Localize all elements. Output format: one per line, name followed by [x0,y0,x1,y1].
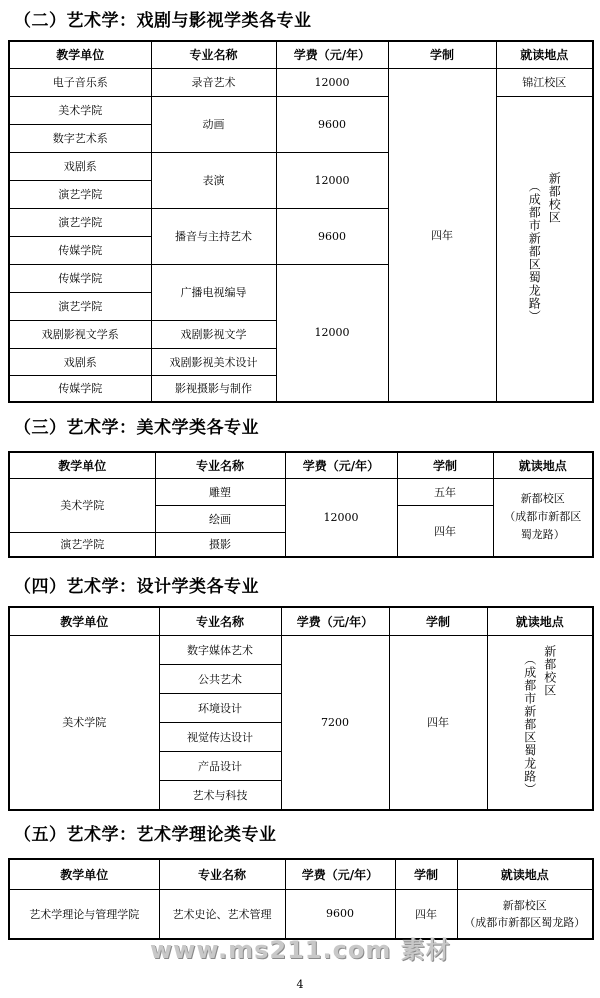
fee-cell: 12000 [285,478,397,557]
major-cell: 雕塑 [155,478,285,505]
section-2-title: （二）艺术学：戏剧与影视学类各专业 [14,11,312,31]
header-unit: 教学单位 [9,607,159,635]
table-design [8,606,594,811]
major-cell: 影视摄影与制作 [151,375,276,402]
header-fee: 学费（元/年） [285,859,395,889]
location-sub-2: 蜀龙路） [520,528,565,542]
unit-cell: 演艺学院 [9,292,151,320]
header-duration: 学制 [397,452,493,478]
location-cell [457,889,593,939]
unit-cell: 美术学院 [9,478,155,532]
major-cell: 播音与主持艺术 [151,208,276,264]
duration-cell: 四年 [395,889,457,939]
major-cell: 摄影 [155,532,285,557]
header-location: 就读地点 [457,859,593,889]
fee-cell: 12000 [276,152,388,208]
fee-cell: 9600 [285,889,395,939]
header-unit: 教学单位 [9,41,151,68]
header-fee: 学费（元/年） [285,452,397,478]
location-sub: （成都市新都区蜀龙路） [464,915,586,929]
major-cell: 数字媒体艺术 [159,635,281,664]
major-cell: 艺术与科技 [159,780,281,810]
major-cell: 表演 [151,152,276,208]
header-duration: 学制 [389,607,487,635]
location-sub: （成都市新都区蜀龙路） [527,179,542,323]
unit-cell: 美术学院 [9,96,151,124]
unit-cell: 戏剧系 [9,152,151,180]
unit-cell: 传媒学院 [9,264,151,292]
section-3-title: （三）艺术学：美术学类各专业 [14,418,259,438]
header-major: 专业名称 [151,41,276,68]
major-cell: 公共艺术 [159,664,281,693]
duration-cell: 四年 [397,505,493,557]
duration-cell: 四年 [389,635,487,810]
location-cell [496,96,593,402]
location-sub: （成都市新都区蜀龙路） [522,653,537,797]
major-cell: 戏剧影视文学 [151,320,276,348]
unit-cell: 传媒学院 [9,375,151,402]
fee-cell: 7200 [281,635,389,810]
unit-cell: 演艺学院 [9,208,151,236]
major-cell: 录音艺术 [151,68,276,96]
location-main: 新都校区 [502,898,547,912]
table-art-theory [8,858,594,940]
header-location: 就读地点 [487,607,593,635]
header-duration: 学制 [395,859,457,889]
unit-cell: 数字艺术系 [9,124,151,152]
section-5-title: （五）艺术学：艺术学理论类专业 [14,825,277,845]
header-fee: 学费（元/年） [281,607,389,635]
header-unit: 教学单位 [9,452,155,478]
unit-cell: 戏剧系 [9,348,151,375]
major-cell: 产品设计 [159,751,281,780]
location-sub-1: （成都市新都区 [504,510,582,524]
major-cell: 绘画 [155,505,285,532]
header-location: 就读地点 [496,41,593,68]
unit-cell: 美术学院 [9,635,159,810]
major-cell: 动画 [151,96,276,152]
fee-cell: 9600 [276,96,388,152]
location-cell [493,478,593,557]
header-duration: 学制 [388,41,496,68]
unit-cell: 戏剧影视文学系 [9,320,151,348]
fee-cell: 12000 [276,68,388,96]
table-drama-film [8,40,594,403]
header-major: 专业名称 [159,859,285,889]
major-cell: 广播电视编导 [151,264,276,320]
major-cell: 视觉传达设计 [159,722,281,751]
unit-cell: 电子音乐系 [9,68,151,96]
header-major: 专业名称 [155,452,285,478]
location-main: 新都校区 [542,645,557,698]
major-cell: 环境设计 [159,693,281,722]
unit-cell: 演艺学院 [9,180,151,208]
header-unit: 教学单位 [9,859,159,889]
section-4-title: （四）艺术学：设计学类各专业 [14,577,259,597]
unit-cell: 传媒学院 [9,236,151,264]
unit-cell: 艺术学理论与管理学院 [9,889,159,939]
header-fee: 学费（元/年） [276,41,388,68]
duration-cell: 五年 [397,478,493,505]
unit-cell: 演艺学院 [9,532,155,557]
page-number: 4 [296,978,304,991]
watermark: www.ms211.com 素材 [150,936,451,964]
fee-cell: 12000 [276,264,388,402]
location-cell: 锦江校区 [496,68,593,96]
duration-cell: 四年 [388,68,496,402]
table-fine-arts [8,451,594,558]
fee-cell: 9600 [276,208,388,264]
location-main: 新都校区 [520,492,565,506]
major-cell: 艺术史论、艺术管理 [159,889,285,939]
major-cell: 戏剧影视美术设计 [151,348,276,375]
location-cell [487,635,593,810]
header-major: 专业名称 [159,607,281,635]
header-location: 就读地点 [493,452,593,478]
location-main: 新都校区 [547,171,562,224]
